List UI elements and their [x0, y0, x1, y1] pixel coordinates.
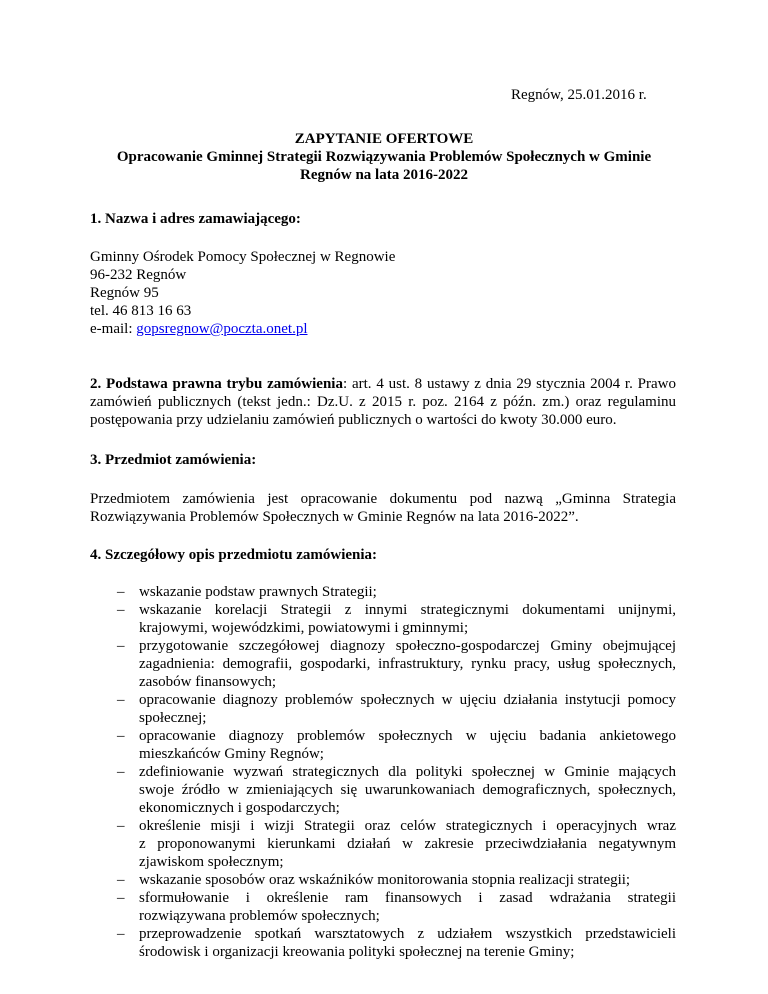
address-line: Gminny Ośrodek Pomocy Społecznej w Regnowie [90, 249, 396, 265]
list-item-line: zjawiskom społecznym; [139, 854, 284, 870]
address-line: 96-232 Regnów [90, 267, 187, 283]
list-item-line: zagadnienia: demografii, gospodarki, infrastruktury, rynku pracy, usług społecznych, [139, 656, 676, 672]
list-item-line: ekonomicznych i gospodarczych; [139, 800, 340, 816]
section3-text: Przedmiotem zamówienia jest opracowanie dokumentu pod nazwą „Gminna Strategia Rozwiązywania Problemów Społecznych w Gminie Regnów na lata 2016-2022”. [90, 491, 676, 525]
list-item-line: mieszkańców Gminy Regnów; [139, 746, 324, 762]
list-item-line: opracowanie diagnozy problemów społecznych w ujęciu działania instytucji pomocy [139, 692, 676, 708]
bullet-dash-icon: – [117, 638, 125, 654]
bullet-dash-icon: – [117, 818, 125, 834]
list-item-line: określenie misji i wizji Strategii oraz celów strategicznych i operacyjnych wraz [139, 818, 676, 834]
section2-paragraph [90, 375, 676, 429]
list-item [139, 763, 676, 817]
bullet-dash-icon: – [117, 692, 125, 708]
list-item-line: przeprowadzenie spotkań warsztatowych z udziałem wszystkich przedstawicieli [139, 926, 676, 942]
document-subtitle-line2: Regnów na lata 2016-2022 [300, 167, 468, 183]
list-item-line: sformułowanie i określenie ram finansowych i zasad wdrażania strategii [139, 890, 676, 906]
list-item-line: przygotowanie szczegółowej diagnozy społeczno-gospodarczej Gminy obejmującej [139, 638, 676, 654]
bullet-dash-icon: – [117, 602, 125, 618]
list-item-line: środowisk i organizacji kreowania polityki społecznej na terenie Gminy; [139, 944, 575, 960]
bullet-dash-icon: – [117, 728, 125, 744]
email-line [90, 320, 308, 338]
list-item [139, 637, 676, 691]
bullet-dash-icon: – [117, 584, 125, 600]
section4-heading: 4. Szczegółowy opis przedmiotu zamówienia: [90, 547, 378, 563]
list-item [139, 727, 676, 763]
list-item-line: swoje źródło w zmieniających się uwarunkowaniach demograficznych, społecznych, [139, 782, 676, 798]
list-item [139, 817, 676, 871]
list-item [139, 691, 676, 727]
section1-heading: 1. Nazwa i adres zamawiającego: [90, 211, 301, 227]
address-line: tel. 46 813 16 63 [90, 303, 192, 319]
list-item-line: krajowymi, wojewódzkimi, powiatowymi i gminnymi; [139, 620, 469, 636]
section3-heading: 3. Przedmiot zamówienia: [90, 452, 257, 468]
address-line: Regnów 95 [90, 285, 159, 301]
document-title: ZAPYTANIE OFERTOWE [294, 131, 474, 147]
list-item-line: wskazanie korelacji Strategii z innymi strategicznymi dokumentami unijnymi, [139, 602, 676, 618]
list-item-line: opracowanie diagnozy problemów społecznych w ujęciu badania ankietowego [139, 728, 676, 744]
section2-text: : art. 4 ust. 8 ustawy z dnia 29 stycznia 2004 r. Prawo zamówień publicznych (tekst jedn.: Dz.U. z 2015 r. poz. 2164 z późn. zm.) oraz regulaminu postępowania przy udzielaniu zamówień publicznych o wartości do kwoty 30.000 euro. [90, 376, 676, 428]
list-item [139, 925, 676, 961]
list-item-line: zdefiniowanie wyzwań strategicznych dla polityki społecznej w Gminie mających [139, 764, 676, 780]
email-label: e-mail: [90, 321, 137, 337]
section2-heading: 2. Podstawa prawna trybu zamówienia [90, 376, 343, 392]
email-link[interactable]: gopsregnow@poczta.onet.pl [136, 321, 308, 337]
list-item [139, 889, 676, 925]
list-item [139, 871, 676, 889]
list-item [139, 583, 676, 601]
bullet-dash-icon: – [117, 872, 125, 888]
list-item-line: rozwiązywana problemów społecznych; [139, 908, 380, 924]
list-item [139, 601, 676, 637]
bullet-dash-icon: – [117, 890, 125, 906]
list-item-line: wskazanie sposobów oraz wskaźników monitorowania stopnia realizacji strategii; [139, 872, 631, 888]
list-item-line: społecznej; [139, 710, 207, 726]
bullet-dash-icon: – [117, 764, 125, 780]
list-item-line: z proponowanymi kierunkami działań w zakresie przeciwdziałania negatywnym [139, 836, 676, 852]
list-item-line: zasobów finansowych; [139, 674, 277, 690]
bullet-dash-icon: – [117, 926, 125, 942]
list-item-line: wskazanie podstaw prawnych Strategii; [139, 584, 377, 600]
document-subtitle-line1: Opracowanie Gminnej Strategii Rozwiązywania Problemów Społecznych w Gminie [116, 149, 652, 165]
document-date: Regnów, 25.01.2016 r. [511, 87, 647, 103]
